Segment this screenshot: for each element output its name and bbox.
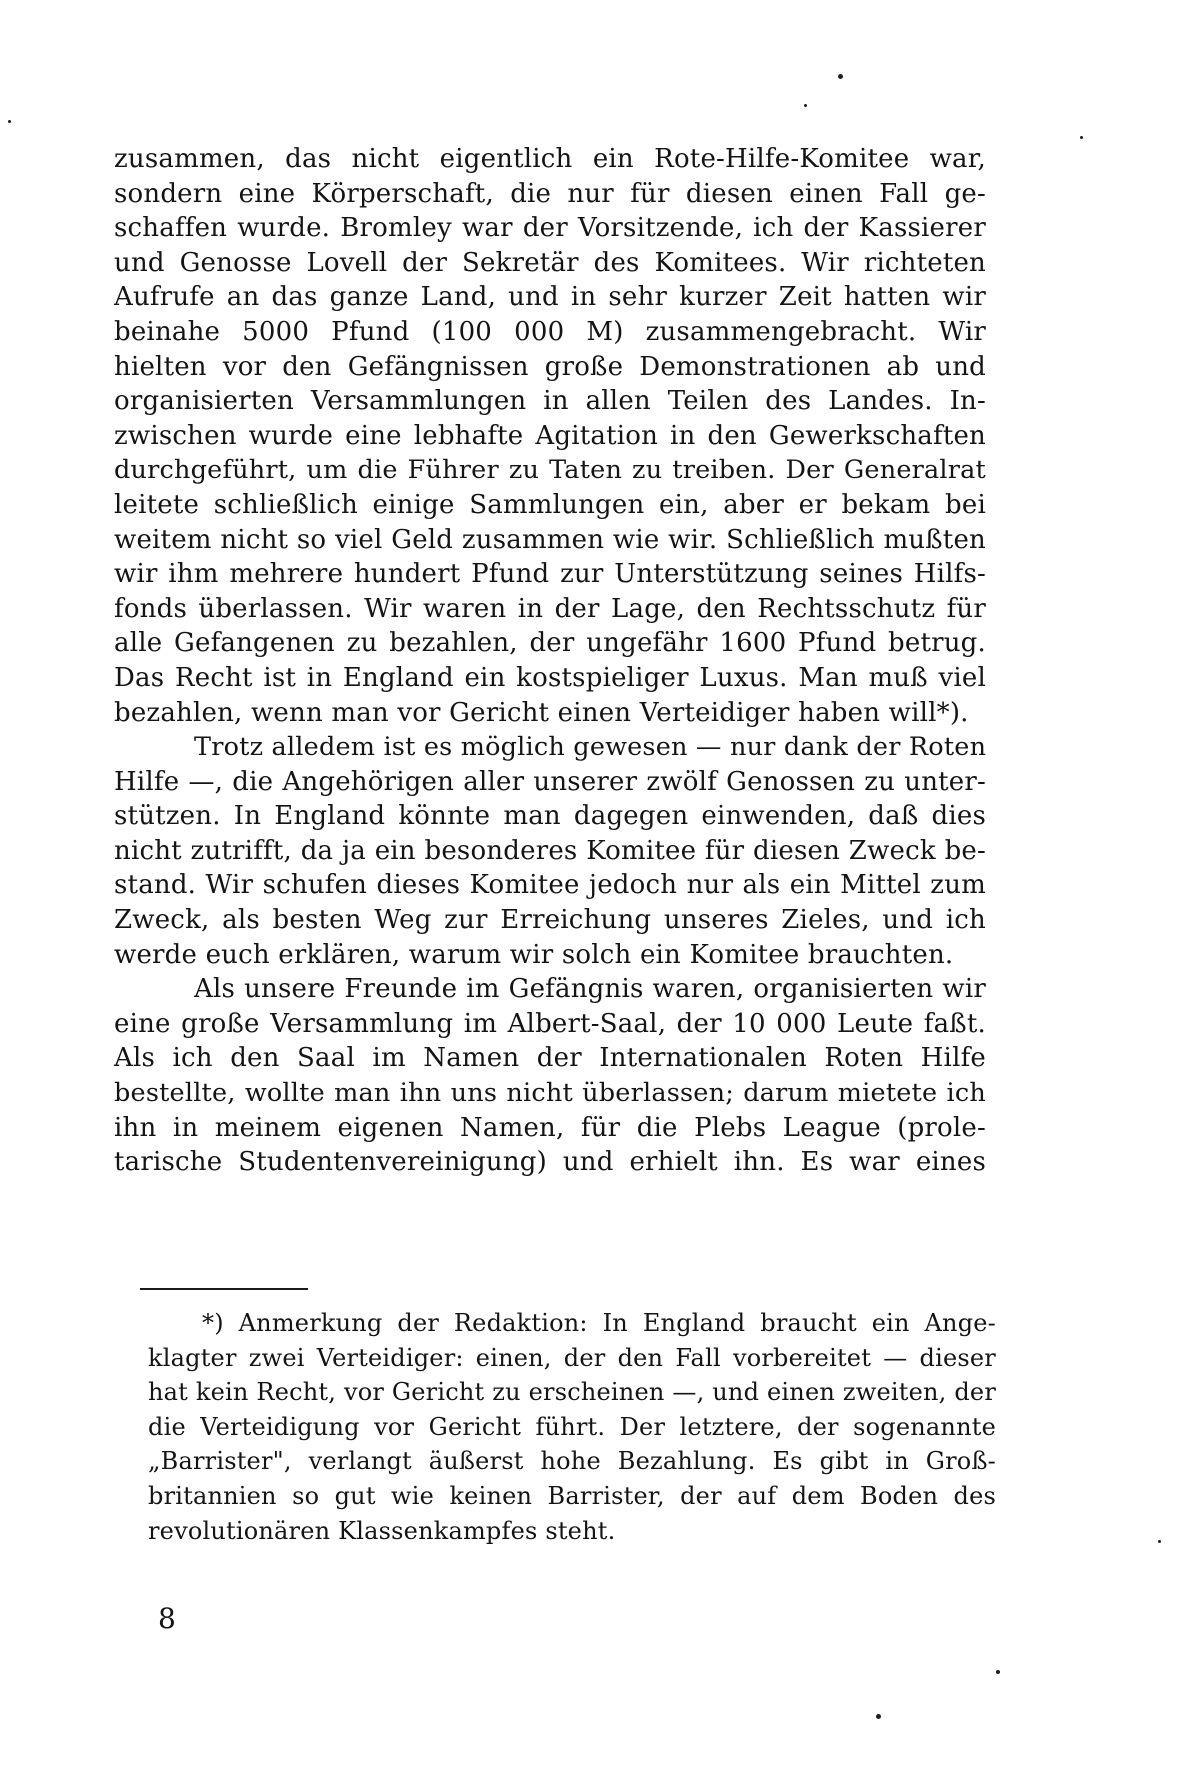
body-line: bezahlen, wenn man vor Gericht einen Verteidiger haben will*). [114,697,969,728]
body-line: tarische Studentenvereinigung) und erhielt ihn. Es war eines [114,1147,986,1178]
body-line: sondern eine Körperschaft, die nur für diesen einen Fall ge- [114,178,986,209]
paragraph-first-line: Trotz alledem ist es möglich gewesen — nur dank der Roten [194,732,987,763]
footnote [148,1306,996,1548]
scan-speck [8,120,11,123]
scan-speck [838,74,843,79]
body-line: stand. Wir schufen dieses Komitee jedoch nur als ein Mittel zum [114,870,986,901]
body-line: eine große Versammlung im Albert-Saal, der 10 000 Leute faßt. [114,1008,986,1039]
body-line: Das Recht ist in England ein kostspieliger Luxus. Man muß viel [114,662,986,693]
body-line: durchgeführt, um die Führer zu Taten zu treiben. Der Generalrat [114,455,986,486]
body-line: alle Gefangenen zu bezahlen, der ungefähr 1600 Pfund betrug. [114,628,986,659]
body-line: stützen. In England könnte man dagegen einwenden, daß dies [114,801,986,832]
body-line: nicht zutrifft, da ja ein besonderes Komitee für diesen Zweck be- [114,835,986,866]
footnote-line: die Verteidigung vor Gericht führt. Der letztere, der sogenannte [148,1412,996,1441]
footnote-divider [140,1288,308,1290]
body-line: Hilfe —, die Angehörigen aller unserer zwölf Genossen zu unter- [114,766,986,797]
body-line: Aufrufe an das ganze Land, und in sehr kurzer Zeit hatten wir [114,282,986,313]
body-line: Zweck, als besten Weg zur Erreichung unseres Zieles, und ich [114,905,986,936]
scan-speck [876,1714,881,1719]
scan-speck [1158,1540,1161,1543]
footnote-line: britannien so gut wie keinen Barrister, der auf dem Boden des [148,1481,996,1510]
body-line: ihn in meinem eigenen Namen, für die Plebs League (prole- [114,1112,986,1143]
body-line: weitem nicht so viel Geld zusammen wie wir. Schließlich mußten [114,524,986,555]
body-line: und Genosse Lovell der Sekretär des Komitees. Wir richteten [114,247,986,278]
body-line: schaffen wurde. Bromley war der Vorsitzende, ich der Kassierer [114,213,986,244]
body-line: hielten vor den Gefängnissen große Demonstrationen ab und [114,351,986,382]
footnote-line: *) Anmerkung der Redaktion: In England braucht ein Ange- [202,1309,996,1337]
body-line: zusammen, das nicht eigentlich ein Rote-Hilfe-Komitee war, [114,144,986,174]
paragraph-first-line: Als unsere Freunde im Gefängnis waren, organisierten wir [194,974,986,1005]
body-line: bestellte, wollte man ihn uns nicht überlassen; darum mietete ich [114,1078,986,1109]
body-text [114,142,986,1180]
scan-speck [996,1670,1000,1674]
body-line: werde euch erklären, warum wir solch ein Komitee brauchten. [114,939,954,970]
body-line: organisierten Versammlungen in allen Teilen des Landes. In- [114,386,986,417]
body-line: wir ihm mehrere hundert Pfund zur Unterstützung seines Hilfs- [114,559,986,590]
body-line: fonds überlassen. Wir waren in der Lage, den Rechtsschutz für [114,593,986,624]
footnote-line: „Barrister", verlangt äußerst hohe Bezahlung. Es gibt in Groß- [148,1447,996,1476]
page-number: 8 [158,1602,176,1635]
scan-speck [1080,136,1083,139]
body-line: Als ich den Saal im Namen der Internationalen Roten Hilfe [114,1043,986,1074]
footnote-line: hat kein Recht, vor Gericht zu erscheinen —, und einen zweiten, der [148,1378,996,1407]
footnote-line: revolutionären Klassenkampfes steht. [148,1516,616,1545]
body-line: leitete schließlich einige Sammlungen ein, aber er bekam bei [114,489,986,520]
footnote-line: klagter zwei Verteidiger: einen, der den Fall vorbereitet — dieser [148,1343,996,1372]
scan-speck [804,104,807,107]
body-line: zwischen wurde eine lebhafte Agitation in den Gewerkschaften [114,420,986,451]
body-line: beinahe 5000 Pfund (100 000 M) zusammengebracht. Wir [114,316,986,347]
